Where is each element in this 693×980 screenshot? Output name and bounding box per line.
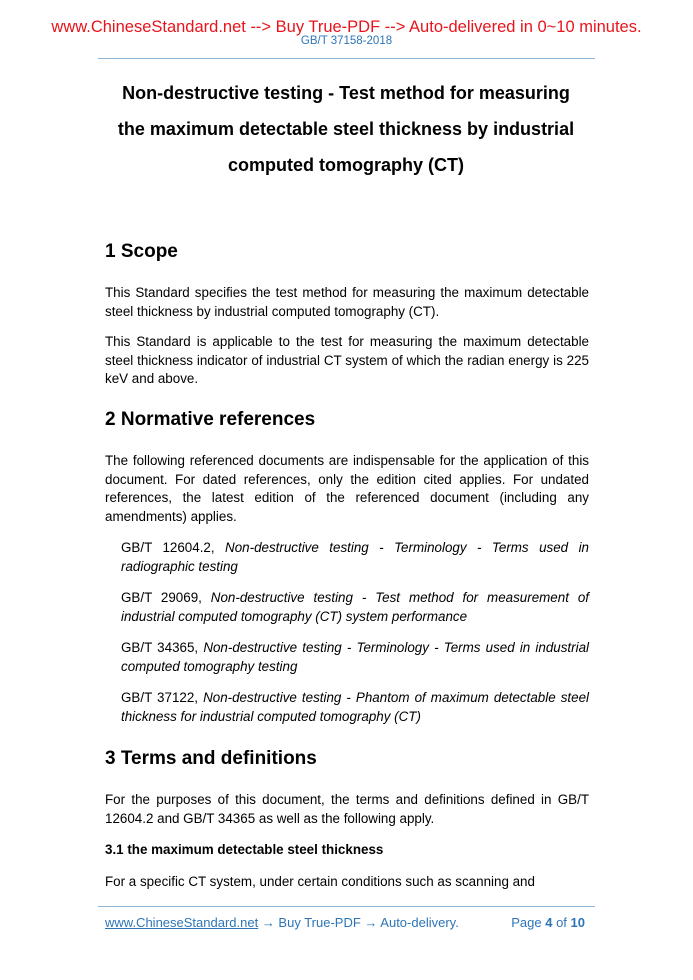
reference-code: GB/T 29069,: [121, 590, 211, 605]
page-number: 4: [545, 915, 553, 930]
reference-item: [121, 539, 589, 576]
page-total: 10: [570, 915, 585, 930]
footer: [105, 915, 585, 930]
footer-text: → Buy True-PDF → Auto-delivery.: [258, 915, 459, 930]
document-title: [90, 75, 602, 183]
paragraph: This Standard is applicable to the test for measuring the maximum detectable steel thickness indicator of industrial CT system of which the radian energy is 225 keV and above.: [105, 334, 589, 386]
footer-link[interactable]: www.ChineseStandard.net: [105, 915, 259, 930]
promo-banner[interactable]: www.ChineseStandard.net --> Buy True-PDF --> Auto-delivered in 0~10 minutes.: [51, 18, 642, 36]
reference-code: GB/T 37122,: [121, 690, 204, 705]
standard-number: GB/T 37158-2018: [300, 35, 393, 47]
header-divider: [98, 58, 595, 59]
reference-title: Non-destructive testing - Terminology - Terms used in radiographic testing: [121, 540, 589, 574]
term-heading: 3.1 the maximum detectable steel thickness: [105, 842, 384, 857]
reference-code: GB/T 34365,: [121, 640, 204, 655]
of-label: of: [552, 915, 571, 930]
page-indicator: [511, 915, 585, 930]
paragraph: For the purposes of this document, the terms and definitions defined in GB/T 12604.2 and GB/T 34365 as well as the following apply.: [105, 792, 589, 826]
title-line: the maximum detectable steel thickness by industrial: [117, 119, 575, 139]
reference-item: [121, 639, 589, 676]
section-heading-scope: 1 Scope: [105, 241, 178, 262]
title-line: Non-destructive testing - Test method for measuring: [122, 83, 570, 103]
reference-title: Non-destructive testing - Phantom of maximum detectable steel thickness for industrial computed tomography (CT): [121, 690, 589, 724]
reference-item: [121, 689, 589, 726]
reference-title: Non-destructive testing - Test method for measurement of industrial computed tomography (CT) system performance: [121, 590, 589, 624]
section-heading-normative-references: 2 Normative references: [105, 409, 316, 430]
paragraph: The following referenced documents are indispensable for the application of this document. For dated references, only the edition cited applies. For undated references, the latest edition of the referenced document (including any amendments) applies.: [105, 453, 589, 524]
title-line: computed tomography (CT): [228, 155, 464, 175]
paragraph: This Standard specifies the test method for measuring the maximum detectable steel thickness by industrial computed tomography (CT).: [105, 285, 589, 319]
reference-code: GB/T 12604.2,: [121, 540, 226, 555]
section-heading-terms: 3 Terms and definitions: [105, 748, 317, 769]
footer-divider: [98, 906, 595, 907]
reference-item: [121, 589, 589, 626]
reference-title: Non-destructive testing - Terminology - Terms used in industrial computed tomography testing: [121, 640, 590, 674]
page-label: Page: [511, 915, 546, 930]
paragraph: For a specific CT system, under certain conditions such as scanning and: [105, 874, 535, 889]
